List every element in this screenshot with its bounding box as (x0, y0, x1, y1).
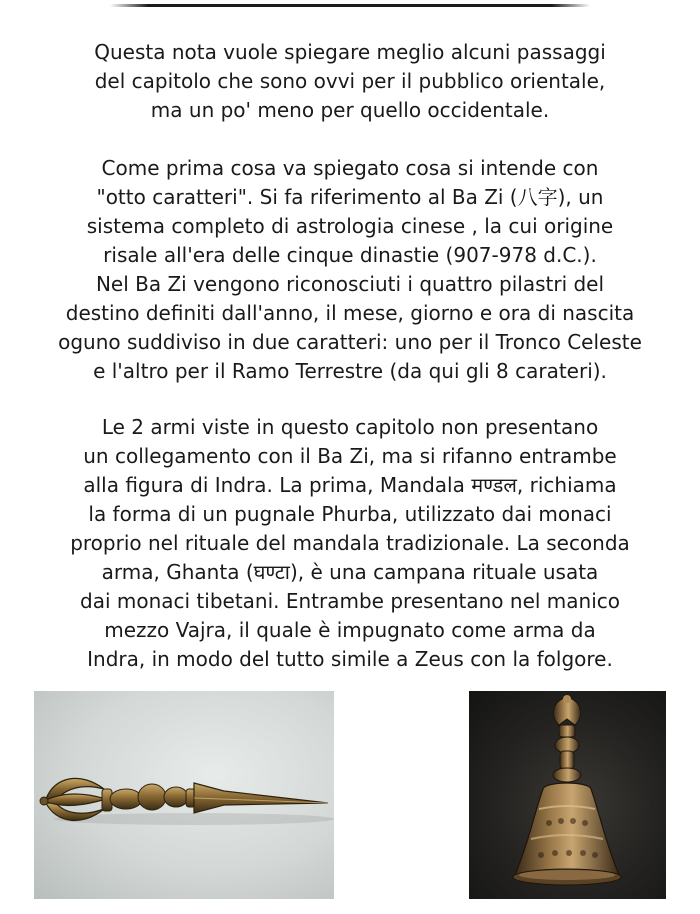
text-line: mezzo Vajra, il quale è impugnato come arma da (104, 618, 596, 642)
top-divider (110, 4, 590, 7)
text-line: del capitolo che sono ovvi per il pubblico orientale, (94, 69, 606, 93)
text-line: Questa nota vuole spiegare meglio alcuni passaggi (94, 40, 606, 64)
text-line: proprio nel rituale del mandala tradizionale. La seconda (70, 531, 630, 555)
ghanta-bell-illustration (469, 691, 666, 899)
text-line: Nel Ba Zi vengono riconosciuti i quattro pilastri del (95, 272, 605, 296)
text-line: dai monaci tibetani. Entrambe presentano nel manico (80, 589, 620, 613)
text-line: "otto caratteri". Si fa riferimento al Ba Zi (八字), un (96, 185, 604, 209)
ghanta-bell-photo (469, 691, 666, 899)
text-line: Le 2 armi viste in questo capitolo non presentano (101, 415, 599, 439)
phurba-dagger-illustration (34, 691, 334, 899)
text-line: sistema completo di astrologia cinese , la cui origine (86, 214, 614, 238)
text-line: risale all'era delle cinque dinastie (907-978 d.C.). (103, 243, 597, 267)
text-line: Indra, in modo del tutto simile a Zeus con la folgore. (87, 647, 613, 671)
text-line: un collegamento con il Ba Zi, ma si rifanno entrambe (83, 444, 617, 468)
text-line: Come prima cosa va spiegato cosa si intende con (101, 156, 599, 180)
bazi-paragraph (0, 154, 700, 386)
weapons-paragraph (0, 413, 700, 674)
text-line: e l'altro per il Ramo Terrestre (da qui gli 8 carateri). (93, 359, 607, 383)
text-line: arma, Ghanta (घण्टा), è una campana rituale usata (101, 560, 599, 584)
text-line: la forma di un pugnale Phurba, utilizzato dai monaci (88, 502, 612, 526)
text-line: destino definiti dall'anno, il mese, giorno e ora di nascita (65, 301, 635, 325)
phurba-dagger-photo (34, 691, 334, 899)
intro-paragraph (0, 38, 700, 125)
text-line: alla figura di Indra. La prima, Mandala मण्डल, richiama (83, 473, 617, 497)
text-line: ma un po' meno per quello occidentale. (150, 98, 550, 122)
text-line: oguno suddiviso in due caratteri: uno per il Tronco Celeste (58, 330, 642, 354)
